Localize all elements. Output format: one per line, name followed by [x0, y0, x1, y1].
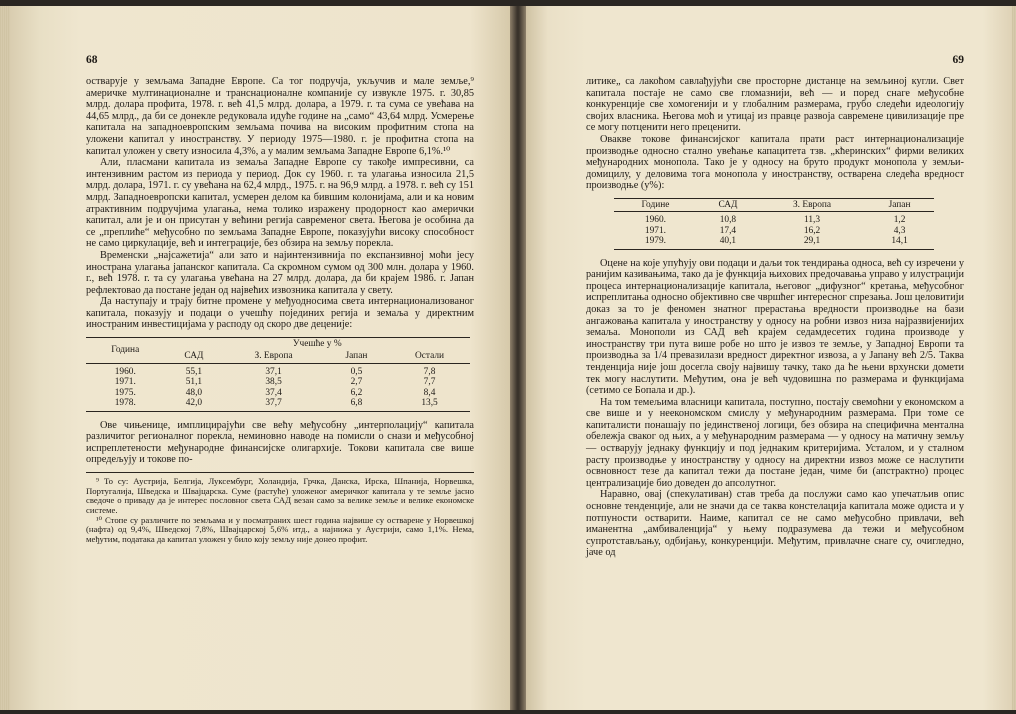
table-group-header: Учешће у %: [165, 338, 471, 351]
table-cell: 48,0: [185, 387, 203, 398]
table-cell: 7,7: [423, 377, 436, 388]
page-number: 68: [86, 54, 98, 66]
table-row: [614, 212, 934, 226]
table-cell: 40,1: [697, 236, 759, 249]
table-row: [86, 377, 470, 387]
footnote: ⁹ То су: Аустрија, Белгија, Луксембург, Холандија, Грчка, Данска, Ирска, Шпанија, Норвешка, Португалија, Шведска и Швајцарска. Суме (растуће) уложеног америчког капитала у те земље јасно сведоче о приваду да је интерес пословног света САД везан само за велике земље и велике економске системе.: [86, 475, 474, 515]
table-cell: 1960.: [644, 215, 666, 226]
right-page: [526, 6, 1012, 710]
table-header: САД: [165, 350, 224, 363]
paragraph: Али, пласмани капитала из земаља Западне Европе су такође импресивни, са интензивним растом из периода у период. Док су 1960. г. та улагања износила 21,5 млрд. долара, 1971. г. су увећана на 62,4 млрд., 1975. г. на 96,9 млрд. а 1978. г. већ су 151 млрд. Западноевропски капитал, усмерен делом ка бившим колонијама, али и ка новим атрактивним подручјима улагања, нема толико изражену продорност као амерички капитал, али је и он присутан у већини регија савременог света. Његова је особина да се „преплиће“ међусобно по земљама Западне Европе, показујући високу способност не само циркулације, већ и интеграције, без обзира на земљу порекла.: [86, 157, 474, 250]
table-cell: 1978.: [86, 398, 165, 411]
paragraph: Овакве токове финансијског капитала прати раст интернационализације производње односно стално увећање капацитета тзв. „кћеринских“ фирми великих међународних монопола. Тако је у односу на бруто продукт монопола у земљи-домицилу, у деловима тога монопола у иностранству, остварена следећа вредност производње (у%):: [586, 133, 964, 192]
table-cell: 0,5: [350, 366, 363, 377]
production-value-table: [614, 198, 934, 250]
table-cell: 2,7: [350, 377, 363, 388]
table-header: Године: [614, 198, 697, 211]
table-cell: 1971.: [644, 225, 666, 236]
table-cell: 37,7: [223, 398, 324, 411]
table-cell: 55,1: [185, 366, 203, 377]
paragraph: литике„ са лакоћом савлађујући све просторне дистанце на земљиној кугли. Свет капитала постаје не само све гломазнији, већ — и поред снаге међусобне конкуренције све хомогенији и у глобалним размерама, грубо следећи идеологију својих власника. Његова моћ и утицај из правце развоја савремене цивилизације пре се могу потценити него преценити.: [586, 76, 964, 134]
table-cell: 1975.: [114, 387, 136, 398]
table-cell: 1971.: [114, 377, 136, 388]
table-cell: 37,4: [265, 387, 282, 398]
table-header: САД: [697, 198, 759, 211]
table-header: Јапан: [865, 198, 934, 211]
table-cell: 16,2: [803, 225, 821, 236]
table-cell: 17,4: [719, 225, 737, 236]
left-page: [10, 6, 510, 710]
table-header: Јапан: [324, 350, 389, 363]
paragraph: Наравно, овај (спекулативан) став треба да послужи само као упечатљив опис основне тенденције, али не значи да се таква констелација капитала може одиста и у потпуности остварити. Наиме, капитал се не само међусобно привлачи, већ иманентна „амбиваленција“ у њему подразумева да тежи и међусобном супротстављању, одбијању, конкуренцији. Међутим, привлачне снаге су, очигледно, јаче од: [586, 489, 964, 559]
left-page-body: [86, 76, 474, 545]
table-cell: 4,3: [893, 225, 906, 236]
table-cell: 38,5: [265, 377, 282, 388]
footnotes: [86, 472, 474, 545]
table-row: [86, 363, 470, 377]
table-header: З. Европа: [759, 198, 865, 211]
paragraph: Временски „најсажетија“ али зато и најинтензивнија по експанзивној моћи јесу иностранa улагања јапанског капитала. Са скромном сумом од 300 млн. долара у 1960. г., већ 1978. г. та су улагања увећана на 27 млрд. долара, да би крајем 1986. г. Јапан рефлектовао да постане један од највећих извозника капитала у свету.: [86, 249, 474, 296]
paragraph: На том темељима власници капитала, поступно, постају свемоћни у економском а све више и у неекономском смислу у међународним размерама. При томе се капиталисти понашају по јединственој логици, без обзира на специфична ментална обележја сваког од њих, а у међународним размерама — у односу на матичну земљу — остварују једнаку функцију и под једнаким критеријима. Усталом, и у сталном расту производње у иностранству у односу на директни извоз може се наслутити освновност тезе да капитал тежи да постане један, чиме би (апстрактно) процес централизације био доведен до апсолутног.: [586, 396, 964, 489]
book-spine: [510, 6, 526, 710]
table-cell: 1979.: [614, 236, 697, 249]
paragraph: Ове чињенице, имплицирајући све већу међусобну „интерполацију“ капитала различитог регионалног порекла, неминовно наводе на помисли о снази и међусобној испреплетености међународне финансијске олигархије. Токови капитала све више опредељују и токове по-: [86, 419, 474, 466]
right-page-body: [586, 76, 964, 559]
table-header: З. Европа: [223, 350, 324, 363]
table-cell: 1,2: [893, 215, 906, 226]
table-cell: 11,3: [804, 215, 821, 226]
paragraph: оствaрује у земљама Западне Европе. Са тог подручја, укључив и мале земље,⁹ америчке мултинационалне и транснационалне компаније су извукле 1975. г. 30,85 млрд. долара профита, 1978. г. већ 41,5 млрд. долара, а 1979. г. та сума се увећава на 44,65 млрд., да би се донекле редуковала идуће године на „само“ 43,64 млрд. Усмерење капитала на западноевропским земљама почива на високим профитним стопа на уложени капитал у иностранству. У периоду 1975—1980. г. је профитна стопа на капитал уложен у свету износила 4,3%, а у малим земљама Западне Европе 6,1%.¹⁰: [86, 76, 474, 157]
footnote: ¹⁰ Стопе су различите по земљама и у посматраних шест година највише су остварене у Норвешкој (нафта) од 9,4%, Шведској 7,8%, Швајцарској 5,6% итд., а најнижа у Аустрији, само 1,1%. Нема, међутим, података да капитал уложен у било коју земљу није донео профит.: [86, 514, 474, 545]
page-number: 69: [952, 54, 964, 66]
table-cell: 42,0: [165, 398, 224, 411]
paragraph: Оцене на које упућују ови подаци и даљи ток тендирања односа, већ су изречени у ранијим казивањима, тако да је функција њихових предочавања управо у илустрацији процеса интернационализације капитала, његовог „дифузног“ кретања, међусобног испреплитања односно објективно све чвршћег интересног спрезања. Још целовитији доказ за то је феномен знатног прерастања вредности производње на бази ангажовања капитала у иностранству у односу на робни извоз низа најразвијенијих земаља. Монополи из САД већ крајем седамдесетих година производе у иностранству три пута више робе но што је извоз те земље, у Западној Европи та производња за 1/4 превазилази вредност директног извоза, а у Јапану већ 2/5. Таква тенденција није још досегла своју највишу тачку, тако да ће њени врхунски домети тек могу наслутити. Међутим, она је већ чудовишна по размерама и функцијама (сетимо се Бопала и др.).: [586, 257, 964, 397]
table-row: [86, 398, 470, 411]
table-cell: 6,8: [324, 398, 389, 411]
table-header-year: Година: [86, 338, 165, 364]
table-cell: 7,8: [423, 366, 436, 377]
paragraph: Да наступају и трају битне промене у међуодносима света интернационализованог капитала, показују и подаци о учешћу појединих регија и земаља у директним иностраним инвестицијама у расподу од скоро две деценије:: [86, 296, 474, 331]
table-cell: 10,8: [719, 215, 737, 226]
table-cell: 8,4: [423, 387, 436, 398]
investment-share-table: [86, 337, 470, 411]
table-row: [614, 226, 934, 236]
table-cell: 6,2: [350, 387, 363, 398]
table-cell: 37,1: [265, 366, 282, 377]
table-header: Остали: [389, 350, 470, 363]
table-cell: 51,1: [185, 377, 203, 388]
table-row: [86, 388, 470, 398]
table-cell: 1960.: [114, 366, 136, 377]
table-cell: 13,5: [389, 398, 470, 411]
table-row: [614, 236, 934, 249]
table-cell: 29,1: [759, 236, 865, 249]
table-cell: 14,1: [865, 236, 934, 249]
